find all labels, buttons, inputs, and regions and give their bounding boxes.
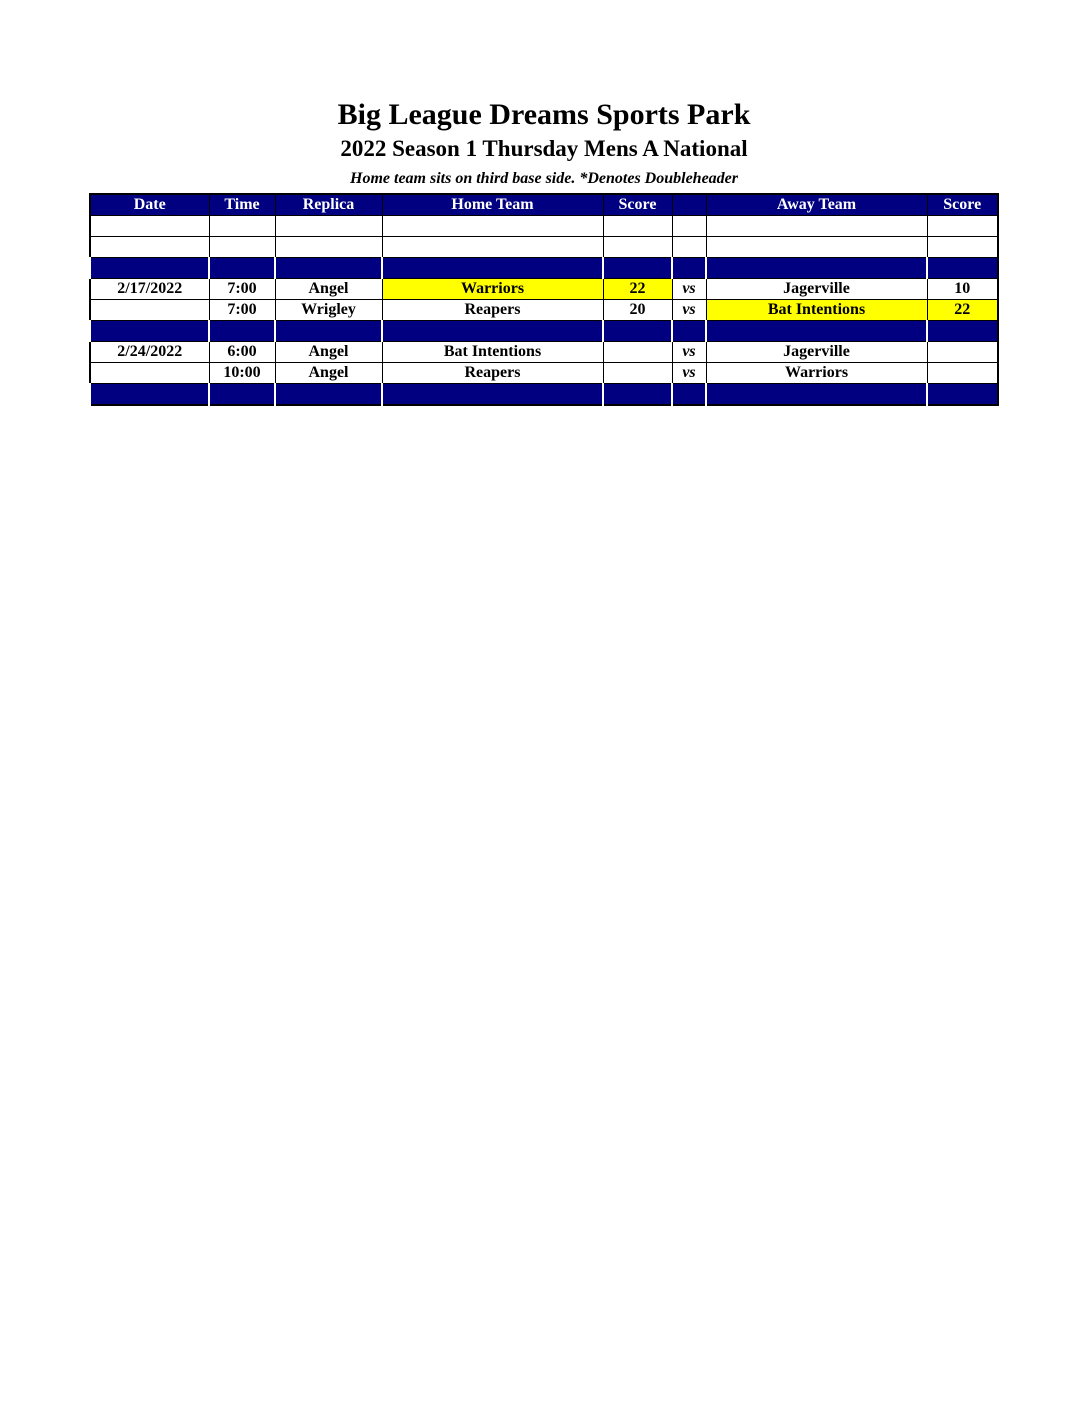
game-date [90, 363, 209, 384]
home-score: 22 [603, 279, 672, 300]
away-team: Jagerville [706, 342, 927, 363]
game-replica: Angel [275, 363, 382, 384]
table-row [90, 300, 998, 321]
away-team: Bat Intentions [706, 300, 927, 321]
away-score [927, 363, 998, 384]
vs-label: vs [672, 363, 706, 384]
game-time: 6:00 [209, 342, 275, 363]
home-score [603, 342, 672, 363]
game-time: 7:00 [209, 279, 275, 300]
empty-row [90, 237, 998, 258]
separator-row [90, 384, 998, 406]
separator-row [90, 321, 998, 342]
schedule-note: Home team sits on third base side. *Denotes Doubleheader [350, 170, 738, 187]
separator-row [90, 258, 998, 279]
home-team: Reapers [382, 363, 603, 384]
table-header-row [90, 194, 998, 216]
game-replica: Angel [275, 342, 382, 363]
home-team: Reapers [382, 300, 603, 321]
home-score: 20 [603, 300, 672, 321]
home-score [603, 363, 672, 384]
empty-row [90, 216, 998, 237]
col-home-team-header: Home Team [382, 194, 603, 216]
game-time: 7:00 [209, 300, 275, 321]
col-home-score-header: Score [603, 194, 672, 216]
page-title: Big League Dreams Sports Park [337, 98, 751, 131]
col-away-team-header: Away Team [706, 194, 927, 216]
away-score: 22 [927, 300, 998, 321]
away-score [927, 342, 998, 363]
vs-label: vs [672, 300, 706, 321]
game-date [90, 300, 209, 321]
game-replica: Angel [275, 279, 382, 300]
vs-label: vs [672, 279, 706, 300]
home-team: Warriors [382, 279, 603, 300]
table-row [90, 342, 998, 363]
game-date: 2/17/2022 [90, 279, 209, 300]
page-subtitle: 2022 Season 1 Thursday Mens A National [340, 136, 748, 161]
table-row [90, 279, 998, 300]
schedule-table [89, 193, 999, 406]
away-team: Warriors [706, 363, 927, 384]
col-replica-header: Replica [275, 194, 382, 216]
col-away-score-header: Score [927, 194, 998, 216]
col-time-header: Time [209, 194, 275, 216]
game-replica: Wrigley [275, 300, 382, 321]
away-team: Jagerville [706, 279, 927, 300]
col-date-header: Date [90, 194, 209, 216]
col-vs-header [672, 194, 706, 216]
table-row [90, 363, 998, 384]
vs-label: vs [672, 342, 706, 363]
away-score: 10 [927, 279, 998, 300]
game-time: 10:00 [209, 363, 275, 384]
game-date: 2/24/2022 [90, 342, 209, 363]
home-team: Bat Intentions [382, 342, 603, 363]
